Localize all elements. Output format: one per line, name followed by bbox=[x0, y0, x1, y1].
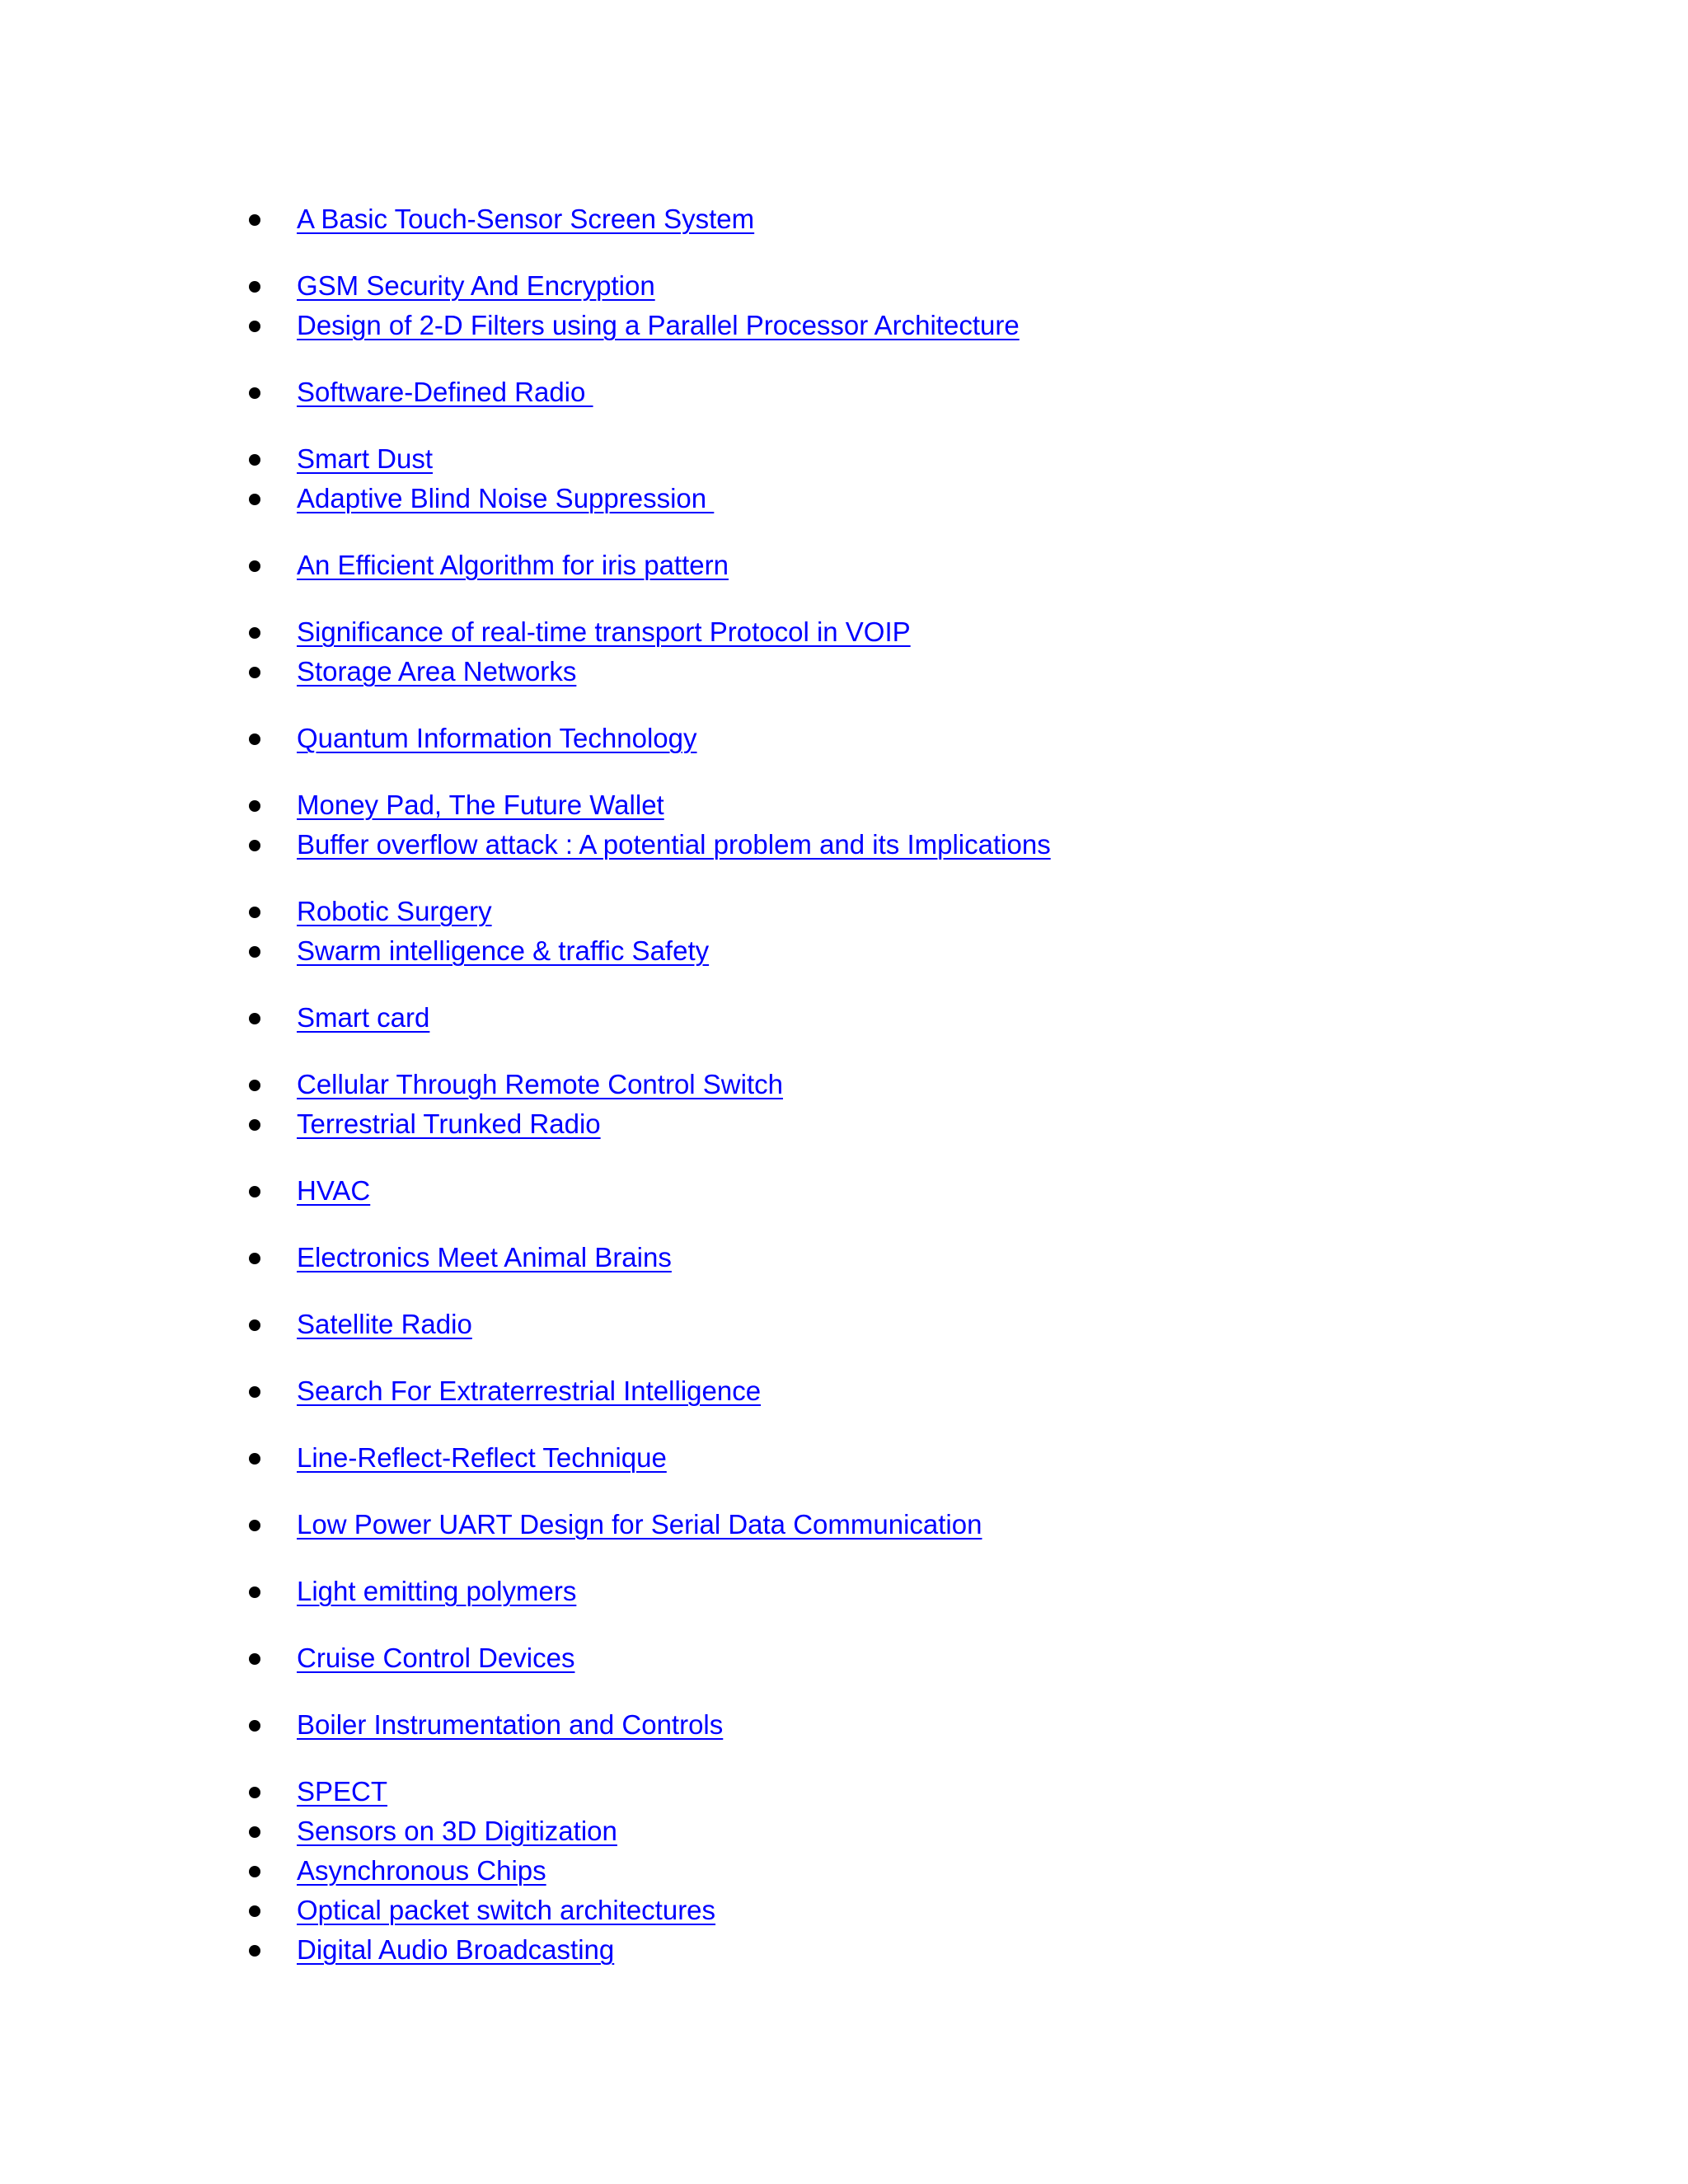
list-item bbox=[0, 1505, 1484, 1544]
bullet-icon bbox=[249, 1386, 260, 1398]
list-item bbox=[0, 1305, 1484, 1344]
topic-link[interactable]: Satellite Radio bbox=[297, 1309, 472, 1339]
list-item bbox=[0, 199, 1484, 239]
list-item bbox=[0, 1811, 1484, 1851]
topic-link[interactable]: Design of 2-D Filters using a Parallel Processor Architecture bbox=[297, 310, 1020, 340]
list-item bbox=[0, 1238, 1484, 1277]
list-item bbox=[0, 439, 1484, 479]
bullet-icon bbox=[249, 1720, 260, 1732]
bullet-icon bbox=[249, 321, 260, 332]
bullet-icon bbox=[249, 1826, 260, 1838]
bullet-icon bbox=[249, 454, 260, 466]
list-item bbox=[0, 373, 1484, 412]
bullet-icon bbox=[249, 627, 260, 639]
bullet-icon bbox=[249, 907, 260, 918]
bullet-icon bbox=[249, 733, 260, 745]
bullet-icon bbox=[249, 1319, 260, 1331]
list-item bbox=[0, 1438, 1484, 1478]
topic-link[interactable]: Smart card bbox=[297, 1002, 430, 1033]
bullet-icon bbox=[249, 1945, 260, 1957]
bullet-icon bbox=[249, 1520, 260, 1531]
list-item bbox=[0, 652, 1484, 691]
bullet-icon bbox=[249, 560, 260, 572]
bullet-icon bbox=[249, 1787, 260, 1798]
topic-link[interactable]: Search For Extraterrestrial Intelligence bbox=[297, 1376, 762, 1406]
list-item bbox=[0, 1572, 1484, 1611]
bullet-icon bbox=[249, 946, 260, 958]
topic-link[interactable]: Digital Audio Broadcasting bbox=[297, 1934, 615, 1965]
bullet-icon bbox=[249, 1586, 260, 1598]
bullet-icon bbox=[249, 387, 260, 399]
topic-link[interactable]: SPECT bbox=[297, 1776, 388, 1807]
bullet-icon bbox=[249, 1186, 260, 1197]
bullet-icon bbox=[249, 667, 260, 678]
topic-link[interactable]: Robotic Surgery bbox=[297, 896, 492, 926]
topic-link[interactable]: Money Pad, The Future Wallet bbox=[297, 790, 664, 820]
list-item bbox=[0, 1638, 1484, 1678]
bullet-icon bbox=[249, 494, 260, 505]
bullet-icon bbox=[249, 1013, 260, 1024]
topic-link[interactable]: Boiler Instrumentation and Controls bbox=[297, 1709, 724, 1740]
list-item bbox=[0, 1171, 1484, 1211]
list-item bbox=[0, 1065, 1484, 1104]
list-item bbox=[0, 825, 1484, 865]
bullet-icon bbox=[249, 1905, 260, 1917]
list-item bbox=[0, 1851, 1484, 1891]
topic-link[interactable]: Line-Reflect-Reflect Technique bbox=[297, 1442, 667, 1473]
list-item bbox=[0, 998, 1484, 1038]
topic-link[interactable]: Quantum Information Technology bbox=[297, 723, 697, 753]
list-item bbox=[0, 785, 1484, 825]
topic-link[interactable]: Sensors on 3D Digitization bbox=[297, 1816, 617, 1846]
bullet-icon bbox=[249, 1253, 260, 1264]
list-item bbox=[0, 479, 1484, 518]
topic-link[interactable]: Buffer overflow attack : A potential problem and its Implications bbox=[297, 829, 1051, 860]
bullet-icon bbox=[249, 214, 260, 226]
topic-link[interactable]: GSM Security And Encryption bbox=[297, 270, 655, 301]
topic-link[interactable]: Software-Defined Radio bbox=[297, 377, 593, 407]
list-item bbox=[0, 719, 1484, 758]
topic-link[interactable]: Significance of real-time transport Protocol in VOIP bbox=[297, 616, 911, 647]
bullet-icon bbox=[249, 1453, 260, 1465]
bullet-icon bbox=[249, 1080, 260, 1091]
bullet-icon bbox=[249, 1119, 260, 1131]
list-item bbox=[0, 892, 1484, 931]
list-item bbox=[0, 931, 1484, 971]
list-item bbox=[0, 1371, 1484, 1411]
topic-link[interactable]: Swarm intelligence & traffic Safety bbox=[297, 935, 710, 966]
topic-link[interactable]: An Efficient Algorithm for iris pattern bbox=[297, 550, 729, 580]
topic-link[interactable]: HVAC bbox=[297, 1175, 371, 1206]
bullet-icon bbox=[249, 1866, 260, 1877]
list-item bbox=[0, 1104, 1484, 1144]
list-item bbox=[0, 1705, 1484, 1745]
list-item bbox=[0, 612, 1484, 652]
bullet-icon bbox=[249, 800, 260, 812]
topic-link[interactable]: Optical packet switch architectures bbox=[297, 1895, 716, 1925]
topic-link[interactable]: Storage Area Networks bbox=[297, 656, 577, 687]
list-item bbox=[0, 1891, 1484, 1930]
topic-link[interactable]: Terrestrial Trunked Radio bbox=[297, 1108, 601, 1139]
list-item bbox=[0, 1930, 1484, 1970]
topic-link[interactable]: Cellular Through Remote Control Switch bbox=[297, 1069, 783, 1099]
bullet-icon bbox=[249, 281, 260, 293]
topic-link[interactable]: Electronics Meet Animal Brains bbox=[297, 1242, 672, 1272]
list-item bbox=[0, 266, 1484, 306]
topic-link[interactable]: Smart Dust bbox=[297, 443, 434, 474]
bullet-icon bbox=[249, 840, 260, 851]
topic-link[interactable]: Light emitting polymers bbox=[297, 1576, 577, 1606]
topic-link[interactable]: Adaptive Blind Noise Suppression bbox=[297, 483, 715, 513]
bullet-icon bbox=[249, 1653, 260, 1665]
topic-link[interactable]: Cruise Control Devices bbox=[297, 1643, 575, 1673]
list-item bbox=[0, 306, 1484, 345]
list-item bbox=[0, 1772, 1484, 1811]
topic-link[interactable]: A Basic Touch-Sensor Screen System bbox=[297, 204, 755, 234]
list-item bbox=[0, 546, 1484, 585]
topic-link[interactable]: Low Power UART Design for Serial Data Communication bbox=[297, 1509, 982, 1540]
topic-link[interactable]: Asynchronous Chips bbox=[297, 1855, 546, 1886]
